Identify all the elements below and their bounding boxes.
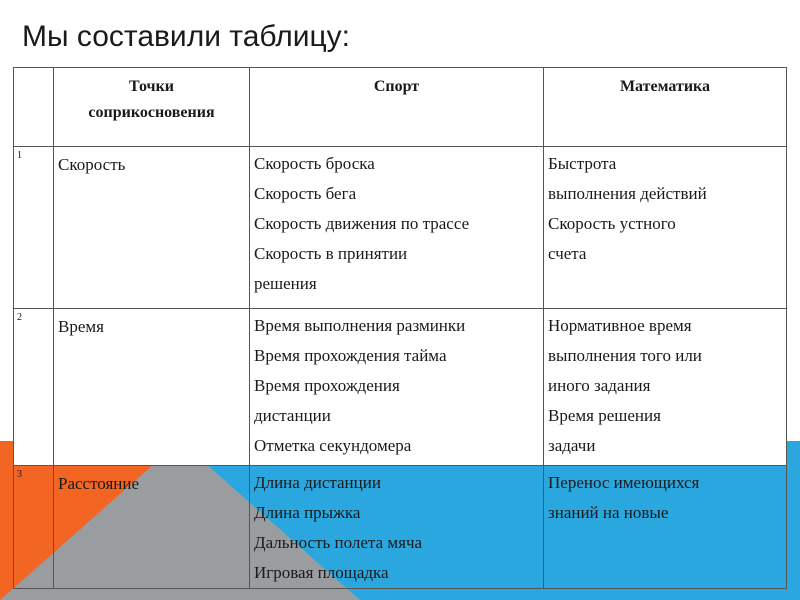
sport-line: Время прохождения тайма xyxy=(254,346,447,365)
row-number: 2 xyxy=(14,309,54,466)
sport-line: Скорость броска xyxy=(254,154,375,173)
sport-line: решения xyxy=(254,274,317,293)
math-cell xyxy=(544,466,787,589)
topic-label: Скорость xyxy=(58,155,126,174)
sport-line: Скорость в принятии xyxy=(254,244,408,263)
comparison-table xyxy=(13,67,787,589)
table-header-row xyxy=(14,68,787,147)
sport-line: Скорость бега xyxy=(254,184,357,203)
header-topic-line: соприкосновения xyxy=(88,104,215,121)
table-row xyxy=(14,147,787,309)
row-number: 1 xyxy=(14,147,54,309)
math-line: Нормативное время xyxy=(548,316,692,335)
sport-cell xyxy=(250,309,544,466)
math-line: Перенос имеющихся xyxy=(548,473,700,492)
header-cell-number xyxy=(14,68,54,147)
sport-line: Отметка секундомера xyxy=(254,436,412,455)
math-line: Время решения xyxy=(548,406,661,425)
topic-label: Время xyxy=(58,317,104,336)
header-cell-sport: Спорт xyxy=(250,68,544,147)
sport-line: Длина дистанции xyxy=(254,473,381,492)
topic-cell xyxy=(54,466,250,589)
header-cell-math: Математика xyxy=(544,68,787,147)
sport-cell xyxy=(250,147,544,309)
table-row xyxy=(14,309,787,466)
math-cell xyxy=(544,309,787,466)
math-line: выполнения действий xyxy=(548,184,707,203)
sport-line: Время прохождения xyxy=(254,376,400,395)
sport-line: Дальность полета мяча xyxy=(254,533,423,552)
topic-label: Расстояние xyxy=(58,474,140,493)
header-cell-topic xyxy=(54,68,250,147)
math-line: задачи xyxy=(548,436,596,455)
math-cell xyxy=(544,147,787,309)
sport-line: Время выполнения разминки xyxy=(254,316,466,335)
math-line: Быстрота xyxy=(548,154,617,173)
math-line: счета xyxy=(548,244,587,263)
sport-line: Длина прыжка xyxy=(254,503,361,522)
topic-cell xyxy=(54,309,250,466)
row-number: 3 xyxy=(14,466,54,589)
slide-title: Мы составили таблицу: xyxy=(22,20,350,53)
math-line: выполнения того или xyxy=(548,346,702,365)
math-line: Скорость устного xyxy=(548,214,676,233)
sport-line: Скорость движения по трассе xyxy=(254,214,470,233)
math-line: иного задания xyxy=(548,376,651,395)
math-line: знаний на новые xyxy=(548,503,669,522)
table-row xyxy=(14,466,787,589)
sport-cell xyxy=(250,466,544,589)
sport-line: дистанции xyxy=(254,406,331,425)
header-topic-line: Точки xyxy=(129,78,174,95)
sport-line: Игровая площадка xyxy=(254,563,389,582)
topic-cell xyxy=(54,147,250,309)
